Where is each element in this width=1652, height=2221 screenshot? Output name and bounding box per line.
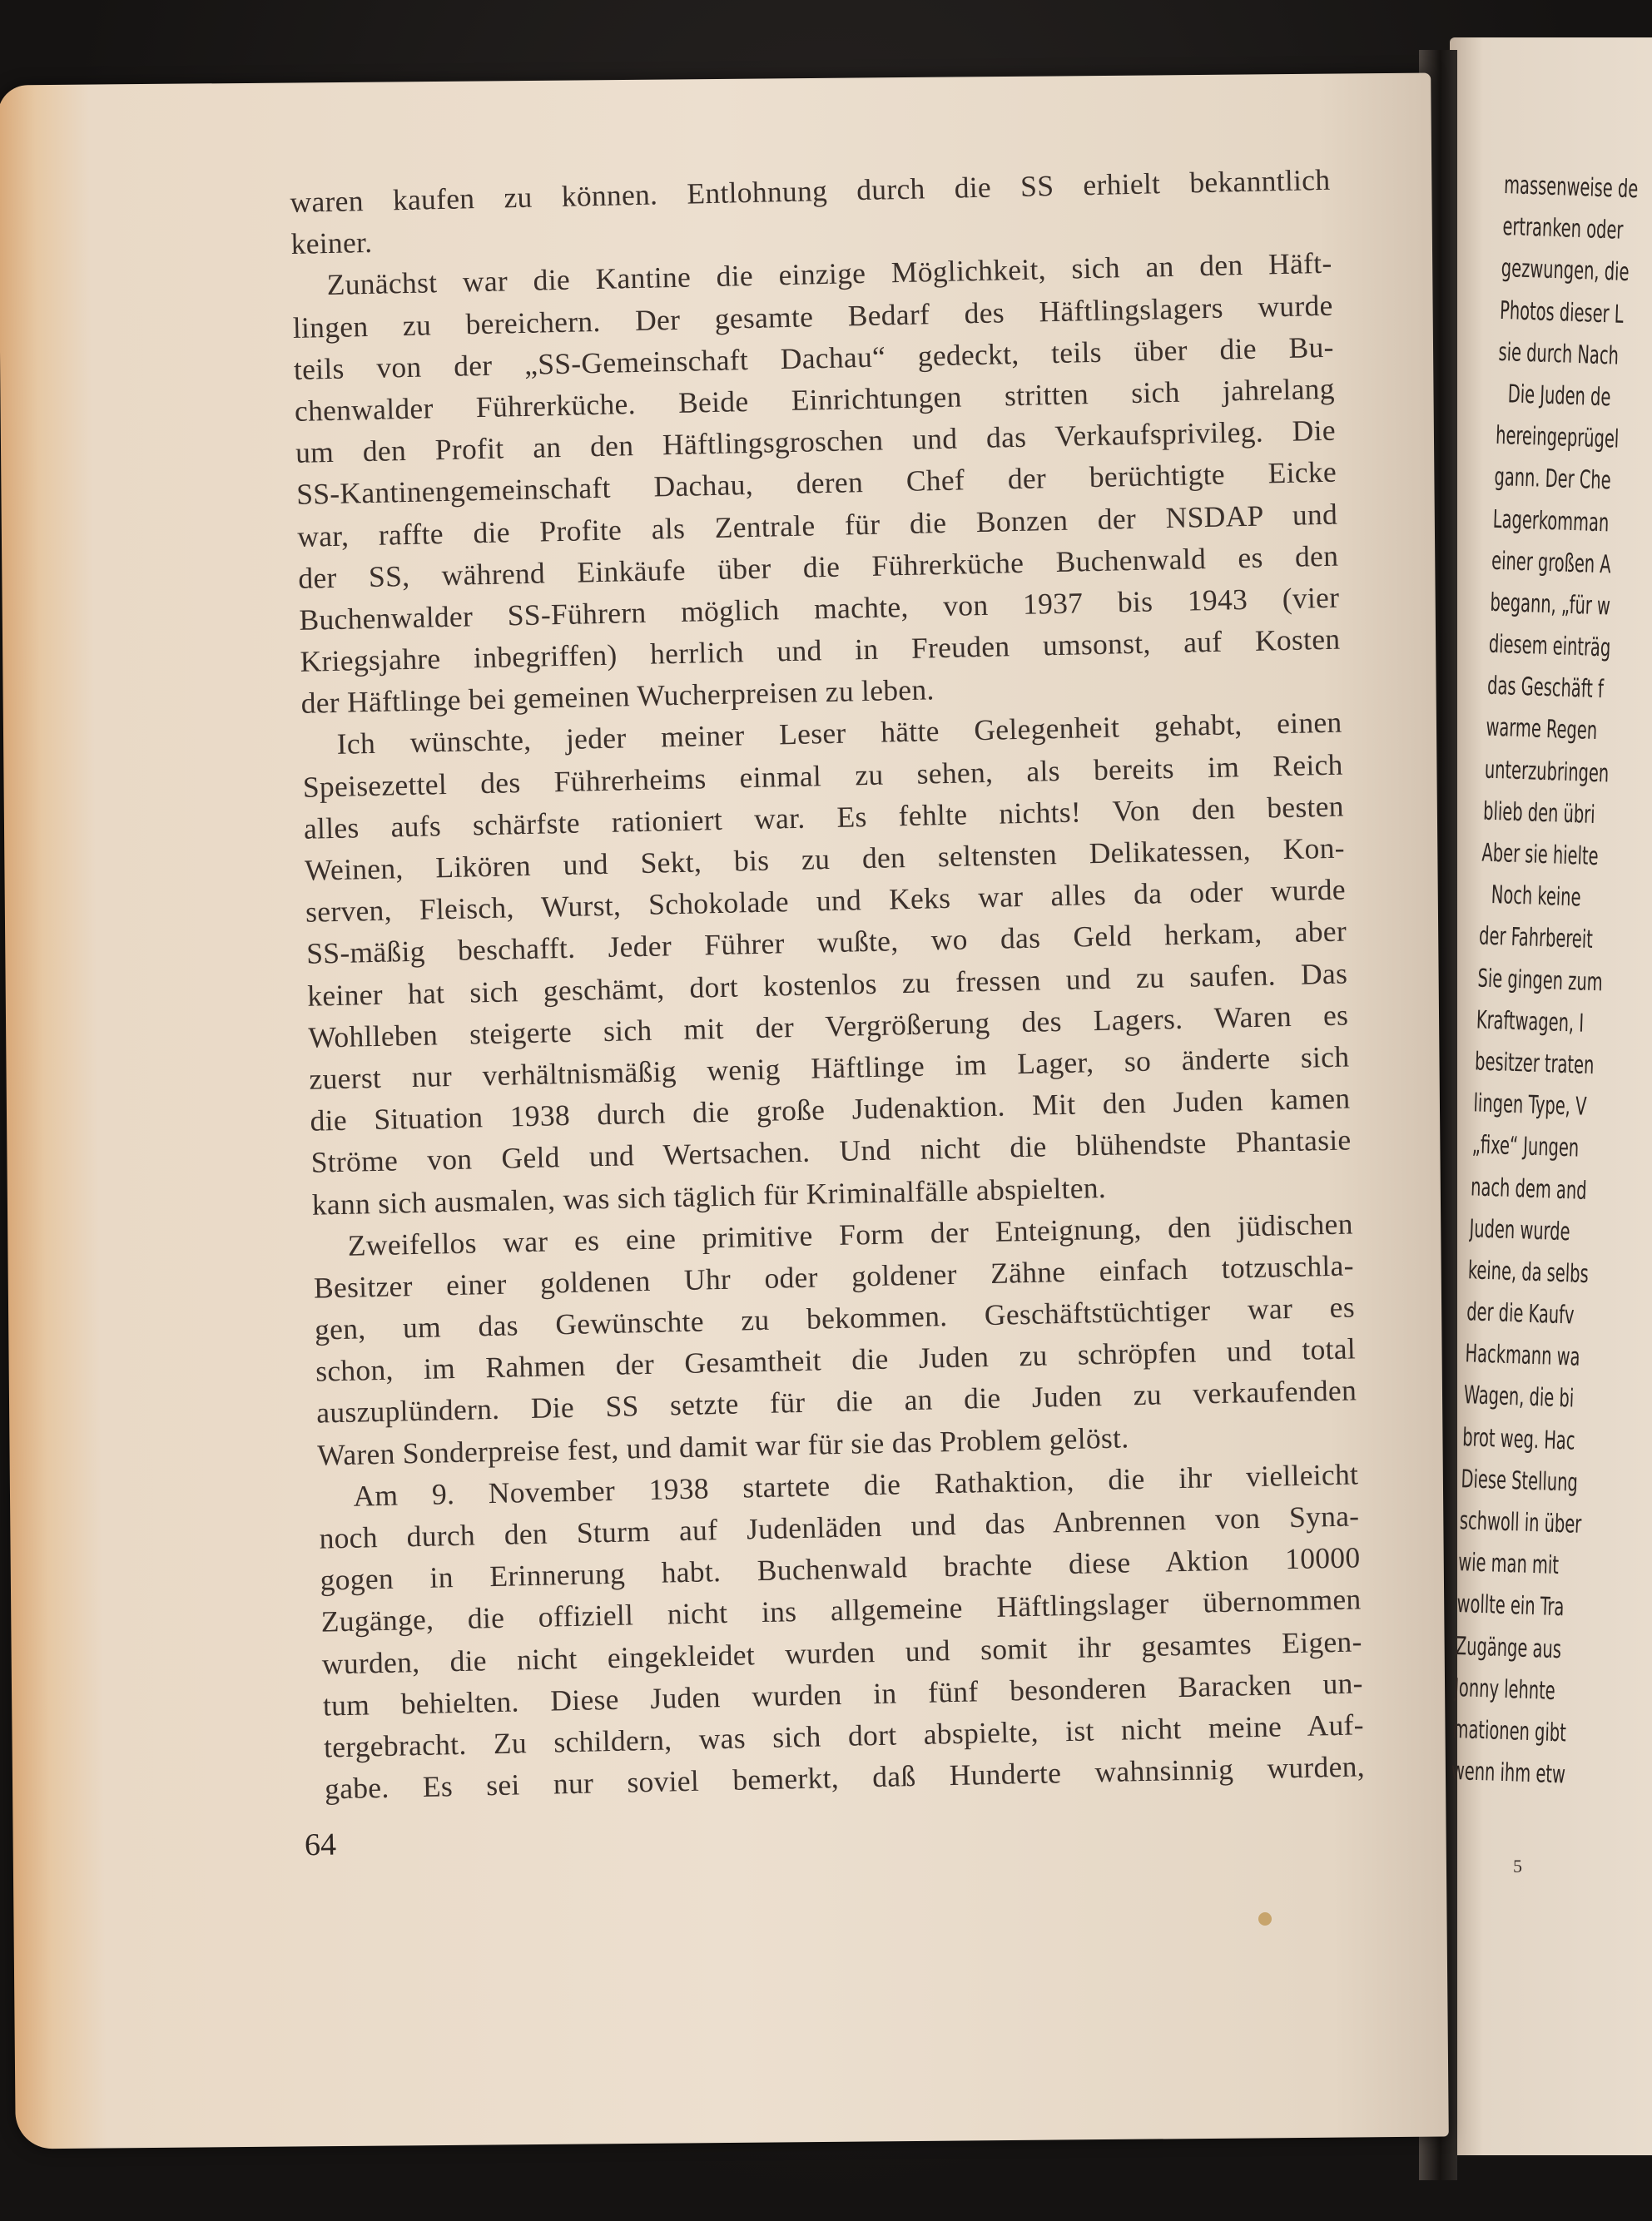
text-line: SS-Kantinengemeinschaft Dachau, deren Chef der berüchtigte Eicke	[295, 454, 1337, 512]
right-page-line: Sie gingen zum	[1476, 964, 1604, 997]
text-line: waren kaufen zu können. Entlohnung durch die SS erhielt bekanntlich	[290, 162, 1331, 219]
text-line: Am 9. November 1938 startete die Rathaktion, die ihr vielleicht	[353, 1457, 1359, 1513]
right-page-line: brot weg. Hac	[1461, 1422, 1576, 1456]
text-line: Buchenwalder SS-Führern möglich machte, von 1937 bis 1943 (vier	[299, 580, 1340, 637]
text-line: Ströme von Geld und Wertsachen. Und nicht die blühendste Phantasie	[310, 1123, 1352, 1180]
right-page-line: ertranken oder	[1501, 212, 1624, 245]
text-line: Speisezettel des Führerheims einmal zu sehen, als bereits im Reich	[302, 747, 1344, 804]
right-page-line: schwoll in über	[1459, 1506, 1582, 1539]
text-line: Besitzer einer goldenen Uhr oder goldener Zähne einfach totzuschla-	[313, 1248, 1355, 1305]
right-page-line: blieb den übri	[1482, 796, 1596, 830]
text-line: Ich wünschte, jeder meiner Leser hätte Gelegenheit gehabt, einen	[336, 706, 1342, 761]
right-page-line: hereingeprügel	[1495, 420, 1620, 454]
text-line: tum behielten. Diese Juden wurden in fünf besonderen Baracken un-	[322, 1666, 1364, 1723]
text-line: Wohlleben steigerte sich mit der Vergrößerung des Lagers. Waren es	[308, 998, 1349, 1054]
right-page-line: nach dem and	[1470, 1172, 1588, 1206]
text-line: Kriegsjahre inbegriffen) herrlich und in Freuden umsonst, auf Kosten	[300, 622, 1341, 678]
text-line: der SS, während Einkäufe über die Führerküche Buchenwald es den	[297, 538, 1339, 595]
text-line: gogen in Erinnerung habt. Buchenwald brachte diese Aktion 10000	[320, 1540, 1361, 1597]
text-line: noch durch den Sturm auf Judenläden und das Anbrennen von Syna-	[319, 1499, 1360, 1555]
right-page-line: Jonny lehnte	[1453, 1673, 1556, 1706]
text-line: auszuplündern. Die SS setzte für die an die Juden zu verkaufenden	[315, 1373, 1357, 1430]
text-line: alles aufs schärfste rationiert war. Es fehlte nichts! Von den besten	[303, 789, 1345, 845]
right-page-line: sie durch Nach	[1497, 337, 1620, 371]
text-line: zuerst nur verhältnismäßig wenig Häftlinge im Lager, so änderte sich	[309, 1039, 1350, 1096]
text-line: keiner hat sich geschämt, dort kostenlos zu fressen und zu saufen. Das	[306, 956, 1348, 1013]
text-line: Waren Sonderpreise fest, und damit war für sie das Problem gelöst.	[316, 1420, 1129, 1472]
right-page-line: gann. Der Che	[1493, 463, 1612, 496]
text-line: lingen zu bereichern. Der gesamte Bedarf des Häftlingslagers wurde	[292, 288, 1333, 345]
right-page-line: Photos dieser L	[1499, 295, 1625, 330]
right-page-line: das Geschäft f	[1486, 671, 1605, 705]
text-line: gen, um das Gewünschte zu bekommen. Geschäftstüchtiger war es	[314, 1290, 1356, 1346]
text-line: Zweifellos war es eine primitive Form der Enteignung, den jüdischen	[347, 1207, 1354, 1262]
text-line: serven, Fleisch, Wurst, Schokolade und Keks war alles da oder wurde	[305, 872, 1347, 929]
text-line: Zunächst war die Kantine die einzige Möglichkeit, sich an den Häft-	[326, 246, 1332, 302]
right-page-line: besitzer traten	[1474, 1047, 1595, 1081]
right-page-line: wollte ein Tra	[1456, 1589, 1565, 1623]
right-page-line: der die Kaufv	[1466, 1297, 1575, 1331]
text-line: SS-mäßig beschafft. Jeder Führer wußte, wo das Geld herkam, aber	[305, 914, 1347, 971]
right-page-line: warme Regen	[1485, 713, 1598, 746]
right-page-line: „fixe“ Jungen	[1471, 1130, 1580, 1163]
right-page-line: einer großen A	[1491, 546, 1612, 580]
text-line: Zugänge, die offiziell nicht ins allgemeine Häftlingslager übernommen	[320, 1582, 1362, 1638]
text-line: um den Profit an den Häftlingsgroschen und das Verkaufsprivileg. Die	[295, 413, 1337, 470]
text-line: tergebracht. Zu schildern, was sich dort abspielte, ist nicht meine Auf-	[323, 1708, 1365, 1764]
right-page-line: Aber sie hielte	[1481, 838, 1600, 872]
right-page-line: unterzubringen	[1484, 755, 1610, 789]
right-page-line: begann, „für w	[1489, 587, 1611, 622]
text-line: chenwalder Führerküche. Beide Einrichtungen stritten sich jahrelang	[294, 371, 1336, 428]
right-page-line: Hackmann wa	[1465, 1339, 1581, 1373]
right-page-line: lingen Type, V	[1473, 1088, 1587, 1122]
right-page-line: Kraftwagen, I	[1476, 1005, 1585, 1039]
text-line: kann sich ausmalen, was sich täglich für Kriminalfälle abspielten.	[311, 1170, 1107, 1222]
right-page-line: Wagen, die bi	[1463, 1381, 1575, 1415]
text-line: der Häftlinge bei gemeinen Wucherpreisen zu leben.	[300, 672, 935, 721]
right-page-line: Zugänge aus	[1455, 1631, 1562, 1664]
right-page-line: massenweise de	[1503, 170, 1639, 205]
right-page-line: diesem einträg	[1488, 629, 1611, 663]
right-page-line: mationen gibt	[1452, 1714, 1567, 1748]
right-page-line: wenn ihm etw	[1451, 1757, 1566, 1790]
page-number: 64	[304, 1827, 337, 1863]
text-line: war, raffte die Profite als Zentrale für die Bonzen der NSDAP und	[296, 497, 1338, 553]
right-page-folio: 5	[1513, 1856, 1522, 1876]
text-line: teils von der „SS-Gemeinschaft Dachau“ gedeckt, teils über die Bu-	[293, 330, 1335, 386]
text-line: schon, im Rahmen der Gesamtheit die Juden zu schröpfen und total	[315, 1331, 1357, 1388]
text-line: wurden, die nicht eingekleidet wurden und somit ihr gesamtes Eigen-	[321, 1624, 1363, 1681]
right-page-line: Juden wurde	[1469, 1213, 1571, 1247]
text-line: Weinen, Likören und Sekt, bis zu den seltensten Delikatessen, Kon-	[304, 830, 1346, 887]
text-line: gabe. Es sei nur soviel bemerkt, daß Hunderte wahnsinnig wurden,	[324, 1749, 1366, 1806]
body-text	[290, 159, 1365, 1810]
right-page-line: Diese Stellung	[1461, 1464, 1579, 1498]
right-page-line: Noch keine	[1491, 880, 1582, 913]
right-page-line: wie man mit	[1457, 1548, 1560, 1581]
right-page-line: Lagerkomman	[1492, 504, 1610, 538]
right-page-line: der Fahrbereit	[1478, 921, 1594, 955]
page-stain	[1258, 1912, 1272, 1926]
right-page-line: gezwungen, die	[1501, 254, 1630, 288]
text-line: die Situation 1938 durch die große Judenaktion. Mit den Juden kamen	[310, 1081, 1351, 1138]
right-page-line: Die Juden de	[1507, 379, 1611, 413]
right-page-line: keine, da selbs	[1467, 1256, 1590, 1289]
text-line: keiner.	[290, 226, 373, 261]
